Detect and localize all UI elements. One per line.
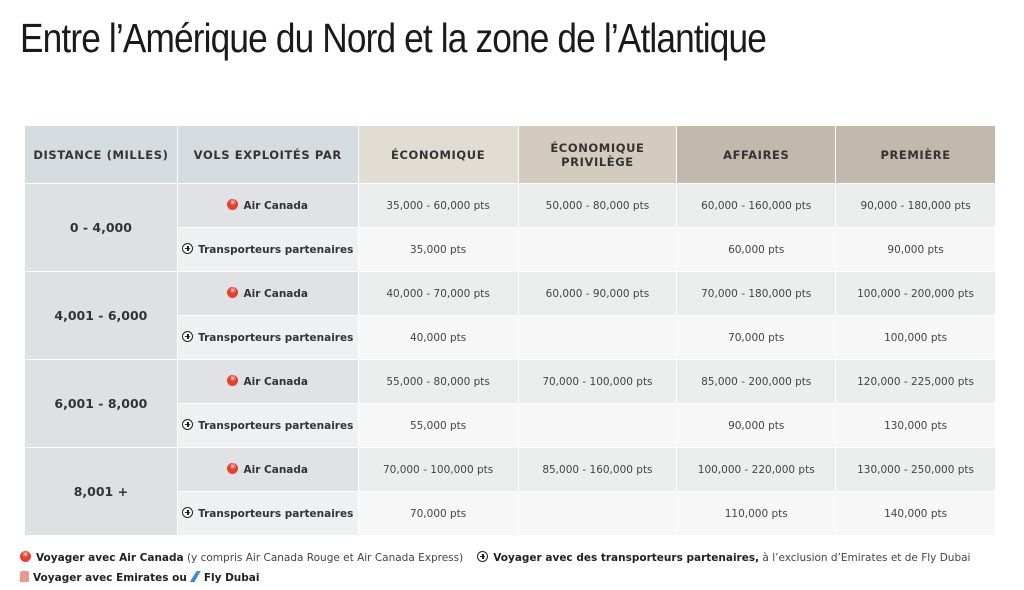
legend-flydubai-label: Fly Dubai <box>203 572 260 584</box>
price-business: 100,000 - 220,000 pts <box>677 448 835 491</box>
header-distance: DISTANCE (MILLES) <box>25 126 177 183</box>
operator-label: Transporteurs partenaires <box>198 244 354 256</box>
price-first: 90,000 - 180,000 pts <box>836 184 995 227</box>
operator-label: Transporteurs partenaires <box>198 508 354 520</box>
legend-emirates-label: Voyager avec Emirates ou <box>33 572 187 584</box>
plane-circle-icon <box>182 507 193 518</box>
operator-partners <box>178 404 358 447</box>
operator-label: Air Canada <box>243 288 308 300</box>
operator-air-canada <box>178 272 358 315</box>
price-economy: 35,000 pts <box>359 228 518 271</box>
operator-label: Transporteurs partenaires <box>198 420 354 432</box>
price-first: 130,000 pts <box>836 404 995 447</box>
distance-cell: 4,001 - 6,000 <box>25 272 177 359</box>
operator-label: Air Canada <box>243 200 308 212</box>
price-economy: 40,000 - 70,000 pts <box>359 272 518 315</box>
distance-cell: 0 - 4,000 <box>25 184 177 271</box>
price-business: 60,000 - 160,000 pts <box>677 184 835 227</box>
legend-partners-label: Voyager avec des transporteurs partenaires, <box>493 552 760 564</box>
operator-label: Transporteurs partenaires <box>198 332 354 344</box>
price-business: 70,000 - 180,000 pts <box>677 272 835 315</box>
flydubai-icon <box>190 571 201 582</box>
header-operated-by: VOLS EXPLOITÉS PAR <box>178 126 358 183</box>
price-premium-economy <box>519 228 677 271</box>
price-business: 70,000 pts <box>677 316 835 359</box>
header-premium-economy: ÉCONOMIQUE PRIVILÈGE <box>519 126 677 183</box>
plane-circle-icon <box>182 331 193 342</box>
plane-circle-icon <box>182 243 193 254</box>
table-row <box>25 448 995 491</box>
price-first: 120,000 - 225,000 pts <box>836 360 995 403</box>
maple-leaf-icon <box>20 551 31 562</box>
price-economy: 40,000 pts <box>359 316 518 359</box>
operator-partners <box>178 492 358 535</box>
operator-label: Air Canada <box>243 464 308 476</box>
price-first: 90,000 pts <box>836 228 995 271</box>
price-economy: 70,000 - 100,000 pts <box>359 448 518 491</box>
maple-leaf-icon <box>227 287 238 298</box>
table-row <box>25 360 995 403</box>
operator-partners <box>178 228 358 271</box>
operator-air-canada <box>178 184 358 227</box>
table-header-row <box>25 126 995 183</box>
price-premium-economy: 85,000 - 160,000 pts <box>519 448 677 491</box>
price-premium-economy: 50,000 - 80,000 pts <box>519 184 677 227</box>
price-business: 60,000 pts <box>677 228 835 271</box>
table-row <box>25 184 995 227</box>
operator-air-canada <box>178 360 358 403</box>
price-economy: 55,000 - 80,000 pts <box>359 360 518 403</box>
price-premium-economy <box>519 492 677 535</box>
price-premium-economy: 70,000 - 100,000 pts <box>519 360 677 403</box>
header-economy: ÉCONOMIQUE <box>359 126 518 183</box>
operator-partners <box>178 316 358 359</box>
price-first: 140,000 pts <box>836 492 995 535</box>
maple-leaf-icon <box>227 463 238 474</box>
legend-partners-note: à l’exclusion d’Emirates et de Fly Dubai <box>759 552 971 564</box>
distance-cell: 6,001 - 8,000 <box>25 360 177 447</box>
price-premium-economy <box>519 404 677 447</box>
maple-leaf-icon <box>227 375 238 386</box>
legend-line-1 <box>20 551 970 564</box>
header-first: PREMIÈRE <box>836 126 995 183</box>
page-title: Entre l’Amérique du Nord et la zone de l’Atlantique <box>20 15 767 61</box>
operator-label: Air Canada <box>243 376 308 388</box>
award-chart-table <box>24 125 996 536</box>
legend-air-canada-label: Voyager avec Air Canada <box>36 552 184 564</box>
price-economy: 55,000 pts <box>359 404 518 447</box>
operator-air-canada <box>178 448 358 491</box>
price-first: 100,000 pts <box>836 316 995 359</box>
price-premium-economy: 60,000 - 90,000 pts <box>519 272 677 315</box>
emirates-icon <box>20 571 29 582</box>
price-business: 90,000 pts <box>677 404 835 447</box>
plane-circle-icon <box>182 419 193 430</box>
price-premium-economy <box>519 316 677 359</box>
maple-leaf-icon <box>227 199 238 210</box>
price-economy: 35,000 - 60,000 pts <box>359 184 518 227</box>
plane-circle-icon <box>477 551 488 562</box>
legend-air-canada-note: (y compris Air Canada Rouge et Air Canada Express) <box>183 552 464 564</box>
price-business: 110,000 pts <box>677 492 835 535</box>
price-first: 130,000 - 250,000 pts <box>836 448 995 491</box>
legend-line-2 <box>20 571 259 584</box>
header-business: AFFAIRES <box>677 126 835 183</box>
table-row <box>25 272 995 315</box>
price-economy: 70,000 pts <box>359 492 518 535</box>
price-business: 85,000 - 200,000 pts <box>677 360 835 403</box>
distance-cell: 8,001 + <box>25 448 177 535</box>
price-first: 100,000 - 200,000 pts <box>836 272 995 315</box>
